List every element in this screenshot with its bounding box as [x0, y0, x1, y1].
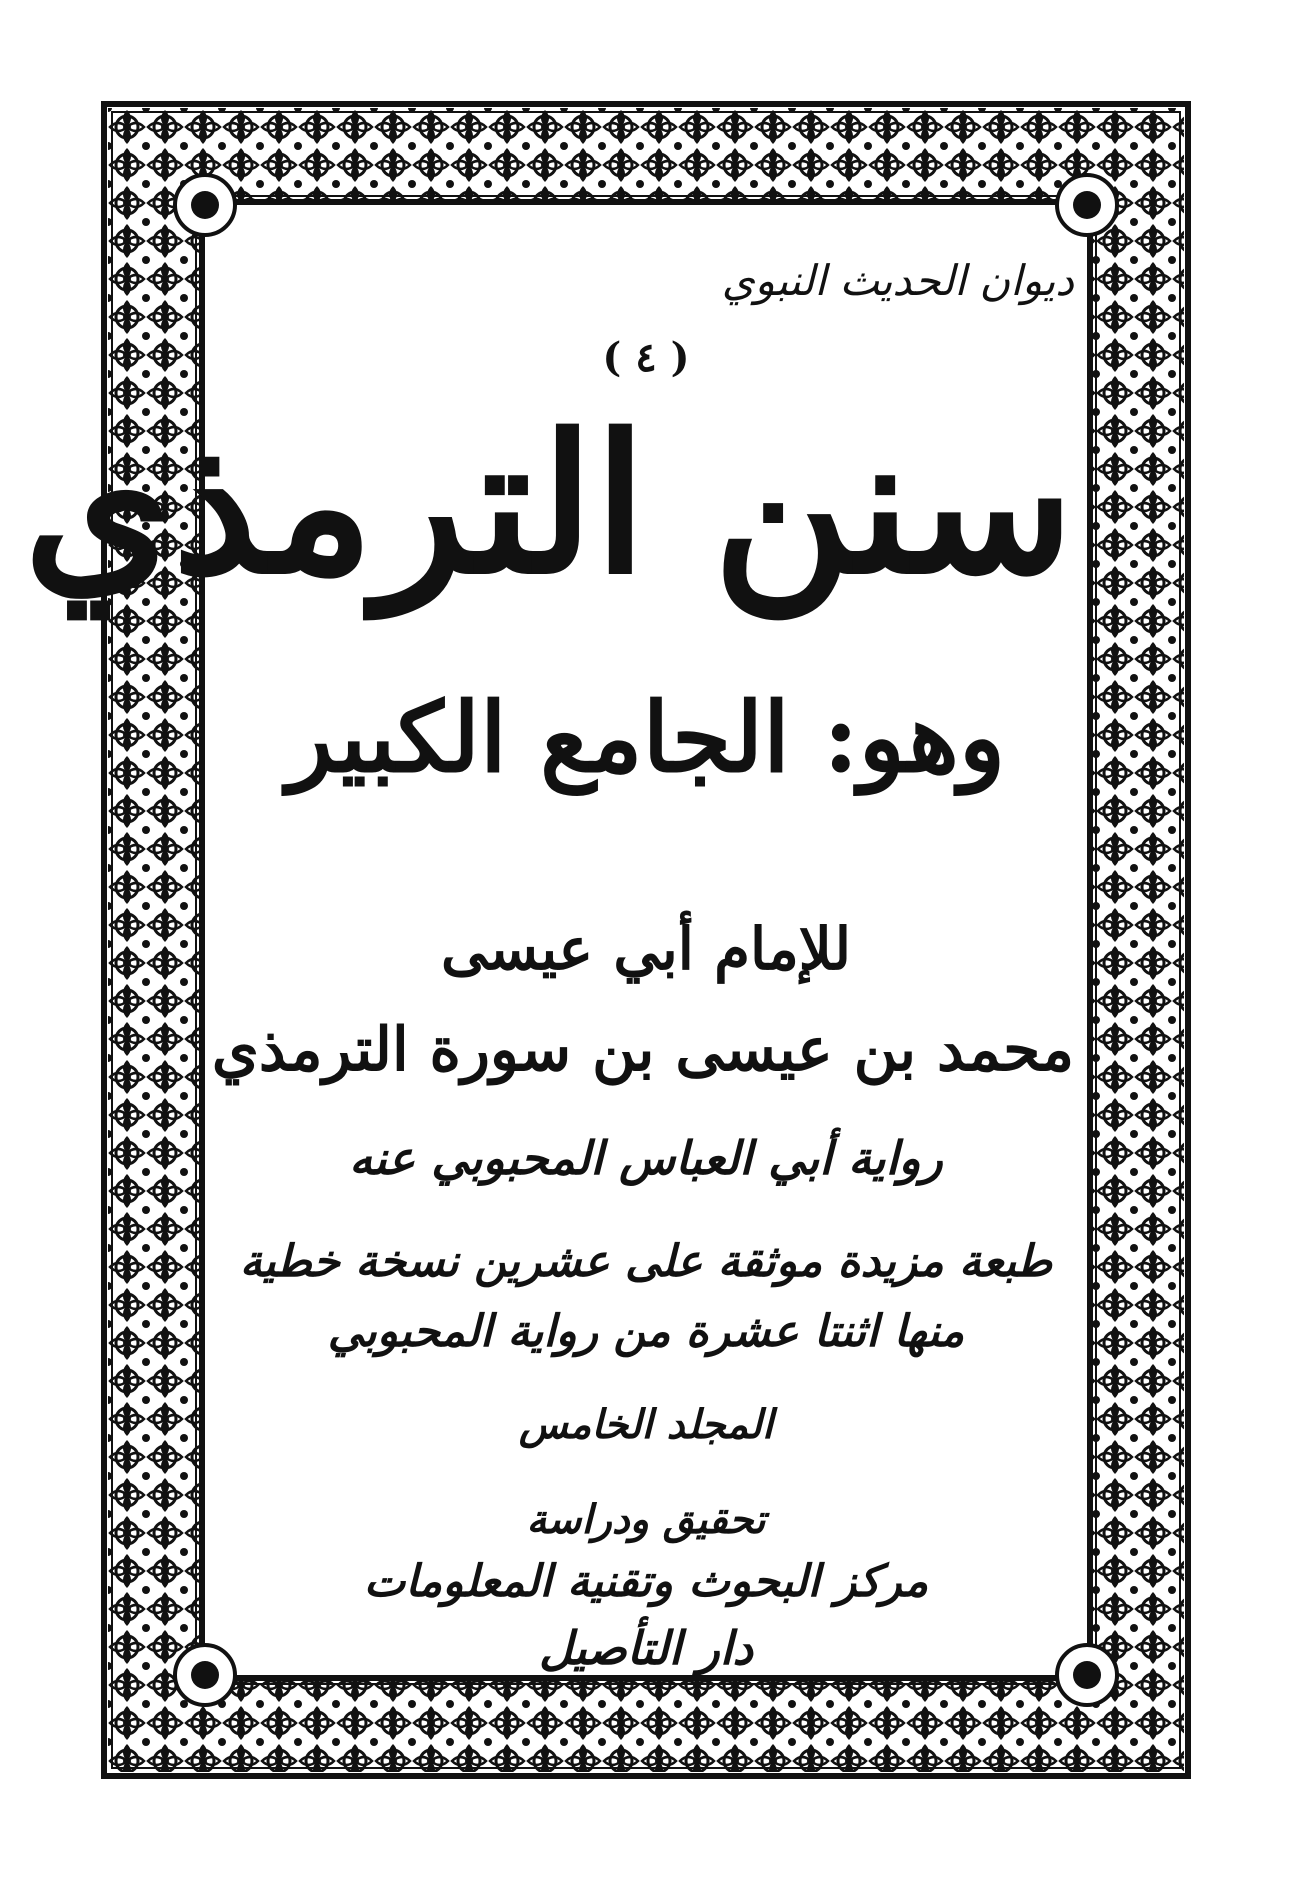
cover-text-area	[23, 230, 1074, 1675]
research-center-name: مركز البحوث وتقنية المعلومات	[363, 1556, 929, 1607]
book-title: سنن الترمذي	[23, 393, 1074, 616]
series-volume-number: ( ٤ )	[602, 334, 690, 381]
author-full-name: محمد بن عيسى بن سورة الترمذي	[211, 1015, 1074, 1085]
author-kunya: للإمام أبي عيسى	[440, 915, 852, 983]
verification-label: تحقيق ودراسة	[526, 1496, 766, 1543]
publisher-name: دار التأصيل	[539, 1621, 753, 1675]
edition-note-line-1: طبعة مزيدة موثقة على عشرين نسخة خطية	[239, 1236, 1053, 1287]
book-subtitle: وهو: الجامع الكبير	[286, 681, 1006, 794]
series-title: ديوان الحديث النبوي	[721, 256, 1074, 305]
volume-label: المجلد الخامس	[518, 1401, 774, 1448]
corner-ornament-top-left	[175, 175, 235, 235]
edition-note-line-2: منها اثنتا عشرة من رواية المحبوبي	[327, 1306, 965, 1357]
corner-ornament-top-right	[1057, 175, 1117, 235]
narration-line: رواية أبي العباس المحبوبي عنه	[349, 1131, 943, 1185]
